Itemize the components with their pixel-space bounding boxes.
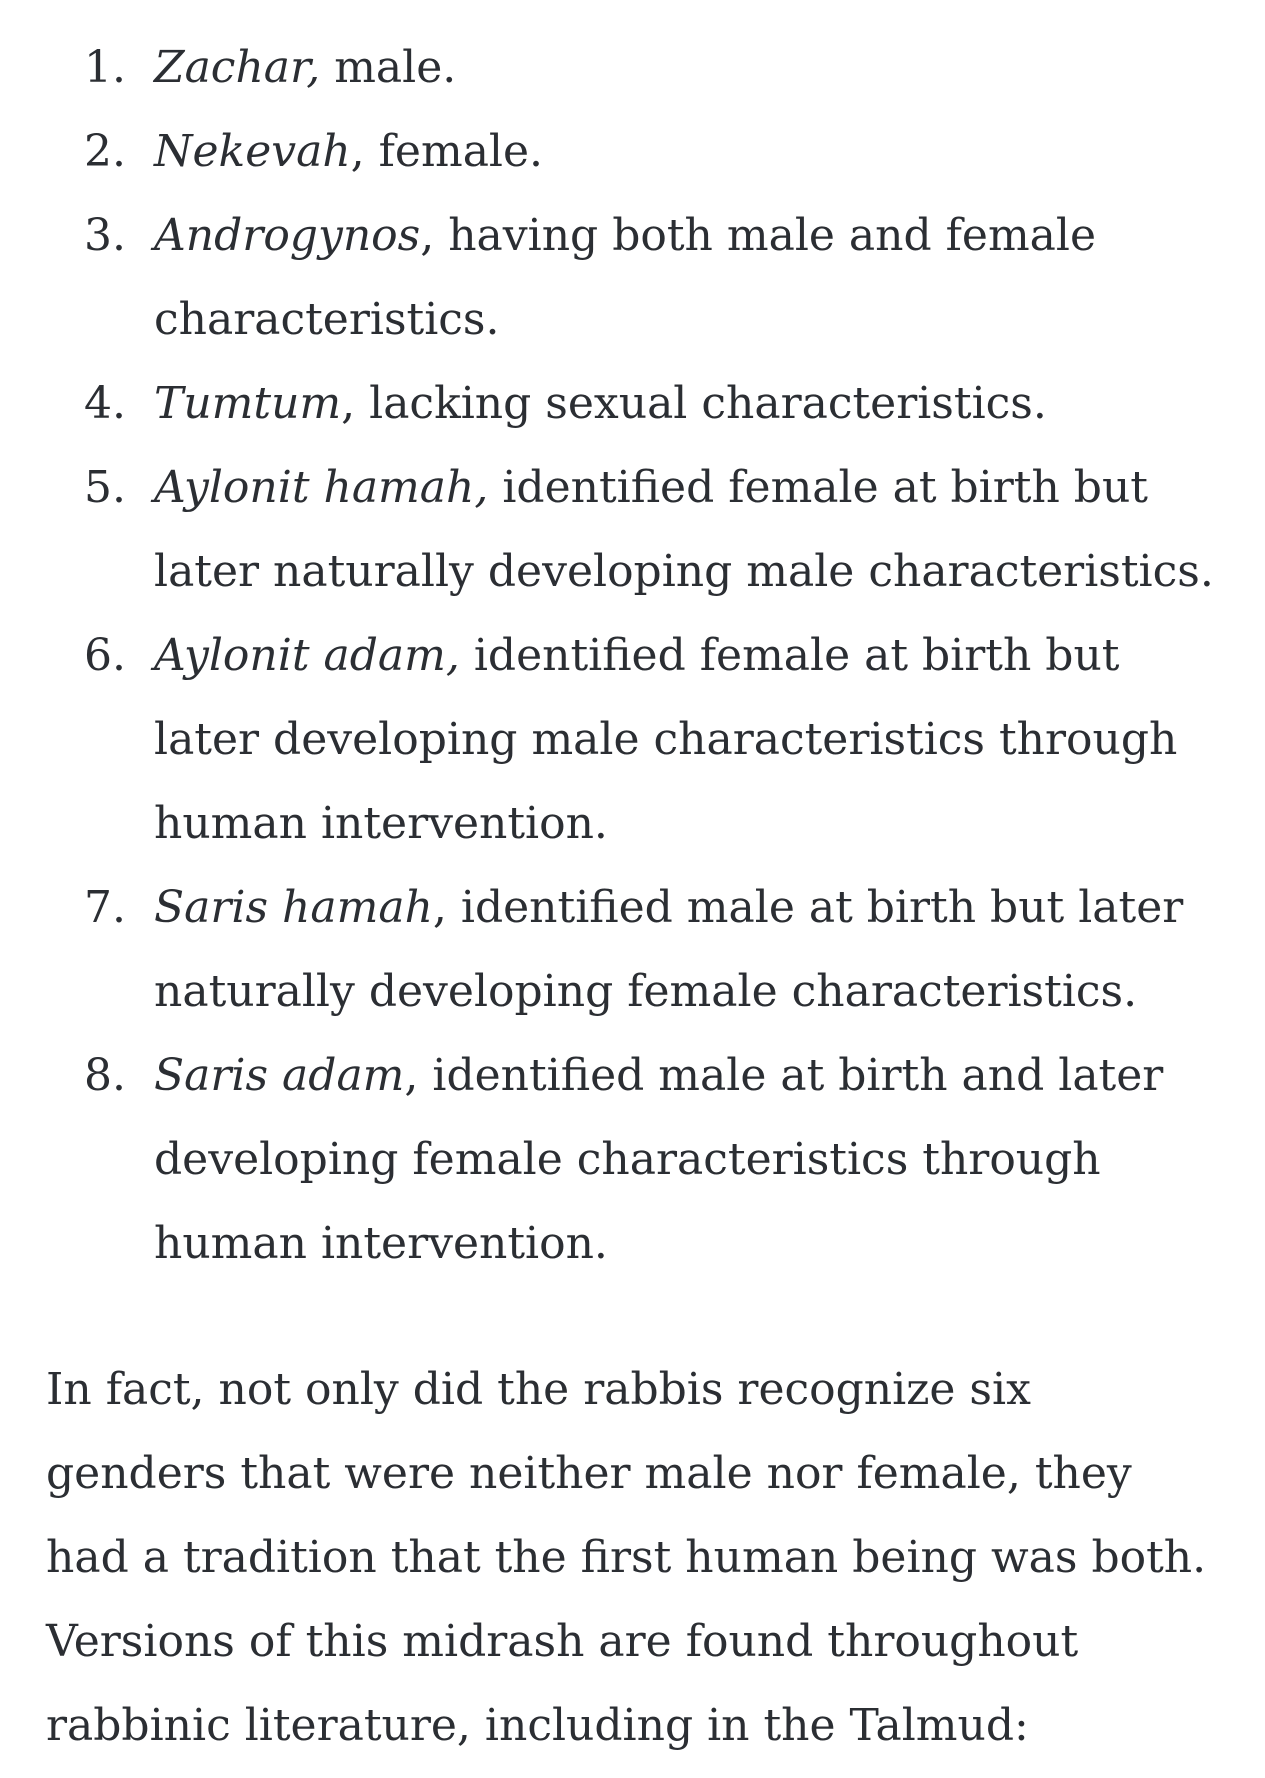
- list-item-number: 7.: [84, 882, 126, 933]
- list-item-term: Aylonit adam,: [154, 630, 460, 681]
- list-item-number: 5.: [84, 462, 126, 513]
- list-item-term: Nekevah: [154, 126, 351, 177]
- list-item: [46, 26, 1225, 110]
- gender-list: [46, 0, 1225, 1286]
- list-item: [46, 362, 1225, 446]
- list-item-description: , female.: [350, 126, 544, 177]
- list-item-description: male.: [320, 42, 457, 93]
- body-paragraph: In fact, not only did the rabbis recognize six genders that were neither male nor female, they had a tradition that the first human being was both. Versions of this midrash are found throughout rabbinic literature, including in the Talmud:: [46, 1364, 1207, 1751]
- list-item: [46, 110, 1225, 194]
- list-item: [46, 866, 1225, 1034]
- list-item-term: Zachar,: [154, 42, 321, 93]
- list-item-term: Aylonit hamah,: [154, 462, 489, 513]
- list-item: [46, 194, 1225, 362]
- list-item-term: Androgynos: [154, 210, 421, 261]
- list-item-description: , lacking sexual characteristics.: [341, 378, 1047, 429]
- list-item-description: , identified male at birth and later developing female characteristics through human intervention.: [154, 1050, 1164, 1269]
- list-item-number: 1.: [84, 42, 126, 93]
- list-item-description: , having both male and female characteristics.: [154, 210, 1097, 345]
- list-item-number: 2.: [84, 126, 126, 177]
- list-item-term: Saris adam: [154, 1050, 405, 1101]
- list-item-term: Tumtum: [154, 378, 342, 429]
- list-item-number: 3.: [84, 210, 126, 261]
- list-item: [46, 1034, 1225, 1286]
- list-item-number: 6.: [84, 630, 126, 681]
- list-item: [46, 446, 1225, 614]
- list-item-description: , identified male at birth but later naturally developing female characteristics.: [154, 882, 1184, 1017]
- list-item-description: identified female at birth but later naturally developing male characteristics.: [154, 462, 1214, 597]
- list-item-number: 8.: [84, 1050, 126, 1101]
- list-item-description: identified female at birth but later developing male characteristics through human intervention.: [154, 630, 1178, 849]
- list-item-term: Saris hamah: [154, 882, 433, 933]
- list-item: [46, 614, 1225, 866]
- list-item-number: 4.: [84, 378, 126, 429]
